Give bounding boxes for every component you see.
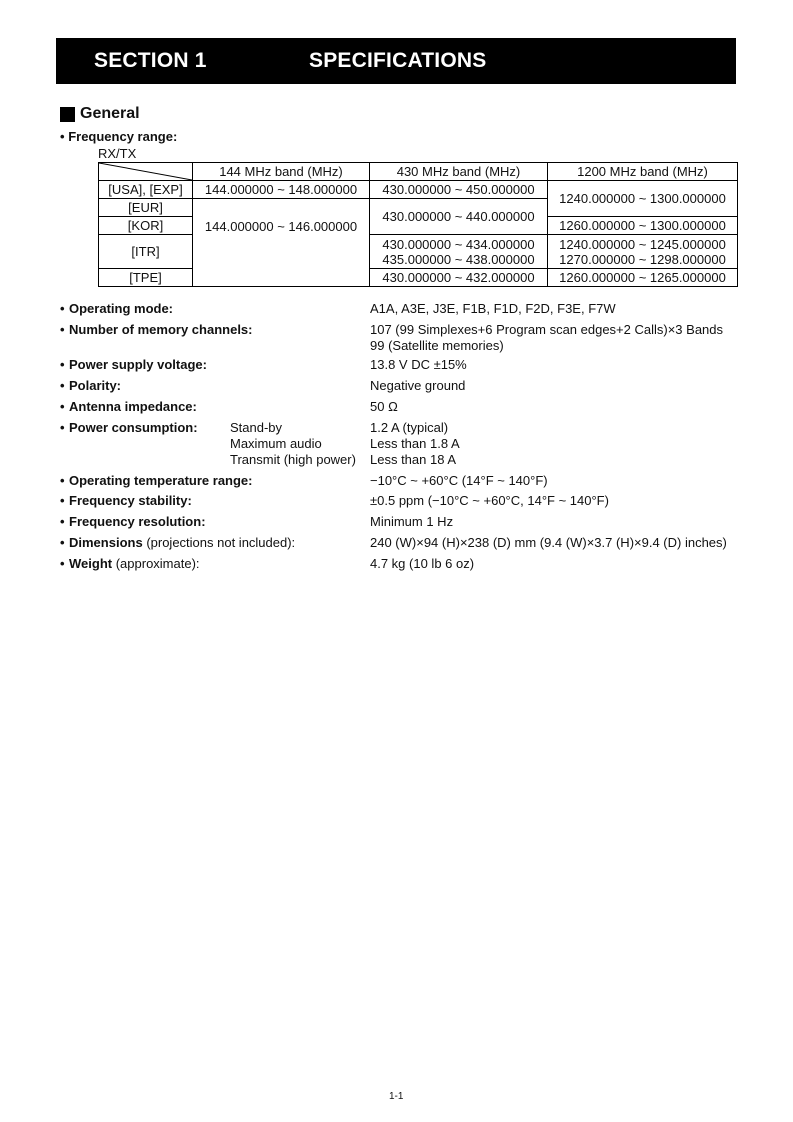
table-corner-cell [99, 163, 193, 181]
operating-mode-value: A1A, A3E, J3E, F1B, F1D, F2D, F3E, F7W [370, 301, 616, 316]
frequency-resolution-value: Minimum 1 Hz [370, 514, 454, 529]
bullet-icon: • [60, 322, 65, 337]
bullet-icon: • [60, 399, 65, 414]
page-number: 1-1 [389, 1091, 404, 1102]
table-row [99, 181, 738, 199]
frequency-range-label: • Frequency range: [60, 129, 178, 144]
bullet-icon: • [60, 535, 65, 550]
section-title: SPECIFICATIONS [309, 49, 487, 72]
spec-power-consumption: • Power consumption: [60, 420, 198, 435]
standby-label: Stand-by [230, 420, 283, 435]
spec-power-supply: • Power supply voltage: [60, 357, 207, 372]
spec-frequency-resolution: • Frequency resolution: [60, 514, 206, 529]
cell-tpe-1200: 1260.000000 ~ 1265.000000 [548, 269, 738, 287]
bullet-icon: • [60, 129, 65, 144]
bullet-icon: • [60, 473, 65, 488]
square-bullet-icon [60, 107, 75, 122]
cell-usa-430: 430.000000 ~ 450.000000 [370, 181, 548, 199]
cell-kor-1200: 1260.000000 ~ 1300.000000 [548, 217, 738, 235]
region-itr: [ITR] [99, 235, 193, 269]
power-supply-value: 13.8 V DC ±15% [370, 357, 467, 372]
cell-itr-1200 [548, 235, 738, 269]
max-audio-value: Less than 1.8 A [370, 436, 460, 451]
bullet-icon: • [60, 514, 65, 529]
cell-eur-kor-430: 430.000000 ~ 440.000000 [370, 199, 548, 235]
spec-antenna: • Antenna impedance: [60, 399, 197, 414]
spec-operating-temperature: • Operating temperature range: [60, 473, 253, 488]
spec-dimensions: • Dimensions (projections not included): [60, 535, 296, 550]
diagonal-line-icon [99, 163, 192, 180]
region-tpe: [TPE] [99, 269, 193, 287]
cell-itr-430-line-2: 435.000000 ~ 438.000000 [382, 251, 535, 267]
bullet-icon: • [60, 357, 65, 372]
polarity-value: Negative ground [370, 378, 466, 393]
antenna-value: 50 Ω [370, 399, 398, 414]
general-heading-text: General [80, 105, 140, 122]
memory-channels-value-2: 99 (Satellite memories) [370, 338, 504, 353]
column-header-1200: 1200 MHz band (MHz) [548, 163, 738, 181]
transmit-value: Less than 18 A [370, 452, 457, 467]
section-number: SECTION 1 [94, 49, 207, 72]
spec-frequency-stability: • Frequency stability: [60, 493, 192, 508]
region-usa-exp: [USA], [EXP] [99, 181, 193, 199]
cell-others-144: 144.000000 ~ 146.000000 [193, 199, 370, 287]
table-header-row [99, 163, 738, 181]
spec-weight: • Weight (approximate): [60, 556, 200, 571]
cell-usa-144: 144.000000 ~ 148.000000 [193, 181, 370, 199]
frequency-stability-value: ±0.5 ppm (−10°C ~ +60°C, 14°F ~ 140°F) [370, 493, 609, 508]
bullet-icon: • [60, 378, 65, 393]
region-eur: [EUR] [99, 199, 193, 217]
region-kor: [KOR] [99, 217, 193, 235]
column-header-144: 144 MHz band (MHz) [193, 163, 370, 181]
cell-itr-430 [370, 235, 548, 269]
section-header [56, 38, 736, 84]
cell-tpe-430: 430.000000 ~ 432.000000 [370, 269, 548, 287]
rx-tx-label: RX/TX [98, 146, 137, 161]
cell-itr-1200-line-2: 1270.000000 ~ 1298.000000 [559, 251, 726, 267]
weight-value: 4.7 kg (10 lb 6 oz) [370, 556, 475, 571]
standby-value: 1.2 A (typical) [370, 420, 449, 435]
transmit-label: Transmit (high power) [230, 452, 356, 467]
spec-memory-channels: • Number of memory channels: [60, 322, 253, 337]
memory-channels-value-1: 107 (99 Simplexes+6 Program scan edges+2 Calls)×3 Bands [370, 322, 724, 337]
spec-operating-mode: • Operating mode: [60, 301, 174, 316]
bullet-icon: • [60, 420, 65, 435]
spec-polarity: • Polarity: [60, 378, 122, 393]
operating-temperature-value: −10°C ~ +60°C (14°F ~ 140°F) [370, 473, 548, 488]
column-header-430: 430 MHz band (MHz) [370, 163, 548, 181]
frequency-table [98, 162, 738, 287]
bullet-icon: • [60, 301, 65, 316]
max-audio-label: Maximum audio [230, 436, 322, 451]
bullet-icon: • [60, 493, 65, 508]
cell-usa-eur-1200: 1240.000000 ~ 1300.000000 [548, 181, 738, 217]
bullet-icon: • [60, 556, 65, 571]
general-heading [60, 105, 140, 123]
cell-itr-1200-line-1: 1240.000000 ~ 1245.000000 [559, 236, 726, 252]
cell-itr-430-line-1: 430.000000 ~ 434.000000 [382, 236, 535, 252]
dimensions-value: 240 (W)×94 (H)×238 (D) mm (9.4 (W)×3.7 (H)×9.4 (D) inches) [370, 535, 727, 550]
